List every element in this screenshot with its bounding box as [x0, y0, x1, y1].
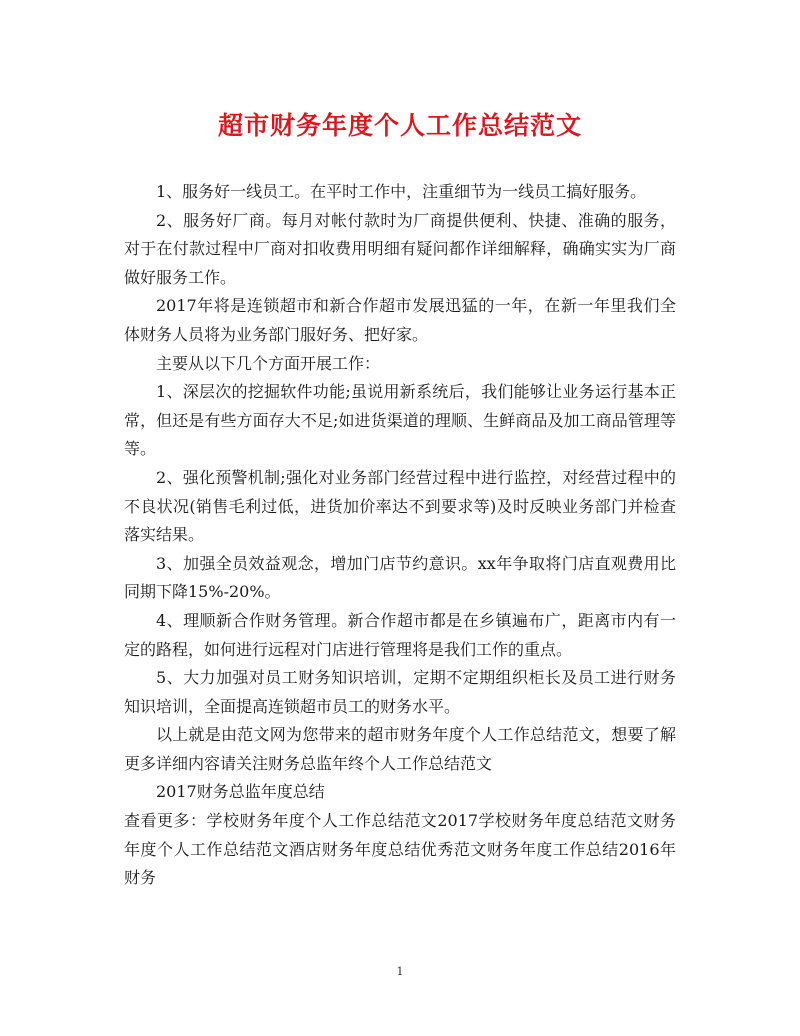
paragraph-9: 5、大力加强对员工财务知识培训，定期不定期组织柜长及员工进行财务知识培训，全面提高连锁超市员工的财务水平。 — [124, 668, 676, 716]
paragraph-5: 1、深层次的挖掘软件功能;虽说用新系统后，我们能够让业务运行基本正常，但还是有些方面存大不足;如进货渠道的理顺、生鲜商品及加工商品管理等等。 — [124, 382, 676, 459]
paragraph-6: 2、强化预警机制;强化对业务部门经营过程中进行监控，对经营过程中的不良状况(销售毛利过低，进货加价率达不到要求等)及时反映业务部门并检查落实结果。 — [124, 467, 676, 545]
paragraph-7: 3、加强全员效益观念，增加门店节约意识。xx年争取将门店直观费用比同期下降15%-20%。 — [124, 553, 676, 602]
paragraph-10: 以上就是由范文网为您带来的超市财务年度个人工作总结范文，想要了解更多详细内容请关注财务总监年终个人工作总结范文 — [124, 725, 676, 773]
paragraph-12: 查看更多：学校财务年度个人工作总结范文2017学校财务年度总结范文财务年度个人工作总结范文酒店财务年度总结优秀范文财务年度工作总结2016年财务 — [124, 811, 676, 888]
paragraph-8: 4、理顺新合作财务管理。新合作超市都是在乡镇遍布广，距离市内有一定的路程，如何进行远程对门店进行管理将是我们工作的重点。 — [124, 610, 676, 659]
page-title: 超市财务年度个人工作总结范文 — [217, 111, 582, 140]
paragraph-2: 2、服务好厂商。每月对帐付款时为厂商提供便利、快捷、准确的服务，对于在付款过程中厂商对扣收费用明细有疑问都作详细解释，确确实实为厂商做好服务工作。 — [124, 210, 676, 287]
paragraph-1: 1、服务好一线员工。在平时工作中，注重细节为一线员工搞好服务。 — [156, 182, 647, 201]
paragraph-11: 2017财务总监年度总结 — [156, 782, 325, 802]
document-body — [124, 178, 676, 893]
page-number: 1 — [396, 965, 404, 978]
paragraph-4: 主要从以下几个方面开展工作： — [156, 353, 381, 373]
paragraph-3: 2017年将是连锁超市和新合作超市发展迅猛的一年，在新一年里我们全体财务人员将为业务部门服好务、把好家。 — [124, 296, 676, 344]
